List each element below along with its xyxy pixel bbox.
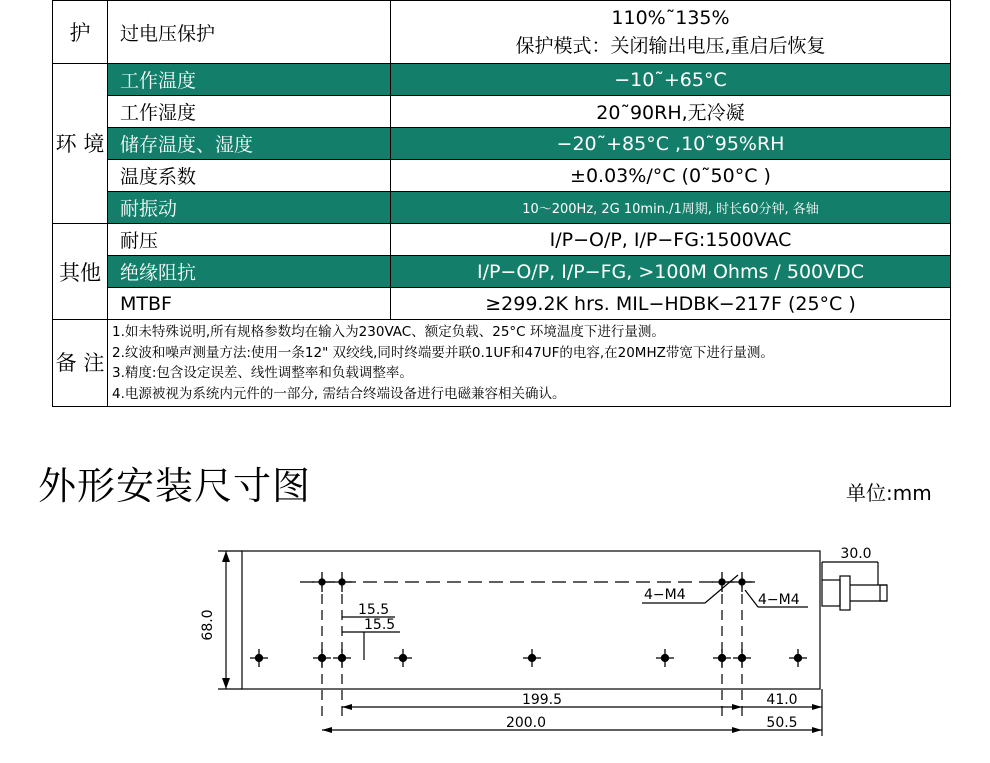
spec-value: I/P−O/P, I/P−FG, >100M Ohms / 500VDC bbox=[391, 256, 951, 288]
spec-value: ±0.03%/°C (0˜50°C ) bbox=[391, 160, 951, 192]
hole-marker bbox=[333, 649, 351, 667]
spec-value: 20˜90RH,无冷凝 bbox=[391, 96, 951, 128]
unit-label: 单位:mm bbox=[846, 481, 932, 505]
spec-value: ≥299.2K hrs. MIL−HDBK−217F (25°C ) bbox=[391, 288, 951, 320]
screw-label-right: 4−M4 bbox=[758, 592, 800, 608]
note-line: 3.精度:包含设定误差、线性调整率和负载调整率。 bbox=[112, 365, 413, 381]
drawing-title: 外形安装尺寸图 bbox=[38, 464, 312, 508]
spec-label: 工作湿度 bbox=[108, 96, 391, 128]
hole-marker bbox=[656, 649, 674, 667]
hole-marker bbox=[394, 649, 412, 667]
dim-right-inner: 41.0 bbox=[766, 692, 798, 708]
note-line: 4.电源被视为系统内元件的一部分, 需结合终端设备进行电磁兼容相关确认。 bbox=[112, 385, 566, 402]
hole-marker bbox=[250, 649, 268, 667]
dim-height: 68.0 bbox=[200, 609, 216, 641]
hole-marker bbox=[713, 649, 731, 667]
screw-label-left: 4−M4 bbox=[644, 587, 686, 603]
category-cell: 其他 bbox=[53, 224, 108, 320]
hole-marker bbox=[733, 649, 751, 667]
dim-offset-b: 15.5 bbox=[364, 617, 396, 633]
hole-marker bbox=[732, 572, 752, 592]
note-line: 2.纹波和噪声测量方法:使用一条12" 双绞线,同时终端要并联0.1UF和47UF的电容,在20MHZ带宽下进行量测。 bbox=[112, 344, 774, 361]
spec-value-line: 保护模式：关闭输出电压,重启后恢复 bbox=[515, 35, 826, 57]
note-line: 1.如未特殊说明,所有规格参数均在输入为230VAC、额定负载、25°C 环境温度下进行量测。 bbox=[112, 324, 665, 340]
module-outline bbox=[242, 551, 820, 689]
connector bbox=[822, 580, 840, 606]
category-char: 境 bbox=[83, 131, 105, 156]
spec-label: 工作温度 bbox=[108, 64, 391, 96]
hole-marker bbox=[523, 649, 541, 667]
spec-label: 过电压保护 bbox=[108, 1, 391, 64]
dim-right-outer: 50.5 bbox=[766, 715, 798, 731]
spec-value-line: 110%˜135% bbox=[611, 7, 730, 29]
spec-label: 储存温度、湿度 bbox=[108, 128, 391, 160]
spec-value: 10～200Hz, 2G 10min./1周期, 时长60分钟, 各轴 bbox=[391, 192, 951, 224]
hole-marker bbox=[312, 572, 332, 592]
category-char: 注 bbox=[83, 351, 105, 375]
spec-label: 耐振动 bbox=[108, 192, 391, 224]
spec-label: 温度系数 bbox=[108, 160, 391, 192]
dim-hole-span: 199.5 bbox=[521, 692, 563, 708]
category-char: 备 bbox=[55, 351, 77, 375]
connector-nut bbox=[840, 576, 850, 610]
hole-marker bbox=[712, 572, 732, 592]
dim-offset-a: 15.5 bbox=[358, 602, 390, 618]
dim-total-length: 200.0 bbox=[505, 715, 547, 731]
spec-value: −20˜+85°C ,10˜95%RH bbox=[391, 128, 951, 160]
spec-label: 耐压 bbox=[108, 224, 391, 256]
spec-label: MTBF bbox=[108, 288, 391, 320]
hole-marker bbox=[313, 649, 331, 667]
dim-cable: 30.0 bbox=[840, 546, 872, 562]
category-cell: 护 bbox=[53, 1, 108, 64]
category-char: 环 bbox=[55, 131, 77, 156]
spec-value: I/P−O/P, I/P−FG:1500VAC bbox=[391, 224, 951, 256]
hole-marker bbox=[332, 572, 352, 592]
hole-marker bbox=[789, 649, 807, 667]
spec-label: 绝缘阻抗 bbox=[108, 256, 391, 288]
spec-value: −10˜+65°C bbox=[391, 64, 951, 96]
